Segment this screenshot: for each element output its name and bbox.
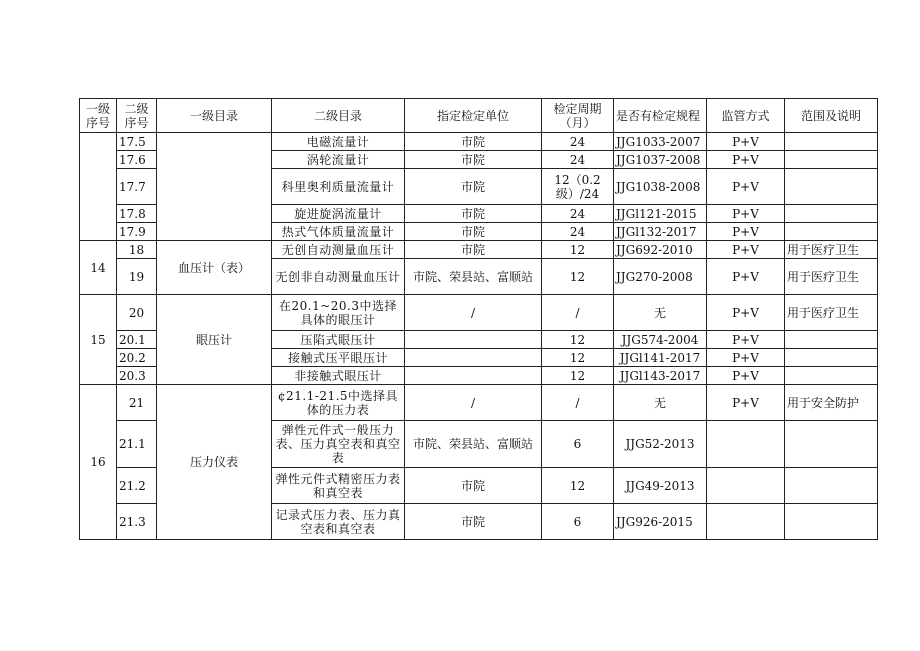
unit-cell: 市院: [405, 151, 542, 169]
scope-cell: [785, 169, 878, 205]
regulation-cell: JJGl141-2017: [614, 349, 707, 367]
l2-no-cell: 20.1: [117, 331, 157, 349]
unit-cell: 市院: [405, 241, 542, 259]
cycle-cell: 12: [542, 259, 614, 295]
scope-cell: [785, 133, 878, 151]
mode-cell: P+V: [707, 349, 785, 367]
cycle-cell: 24: [542, 223, 614, 241]
regulation-cell: JJG574-2004: [614, 331, 707, 349]
regulation-cell: JJGl143-2017: [614, 367, 707, 385]
regulation-cell: JJG52-2013: [614, 421, 707, 468]
mode-cell: [707, 421, 785, 468]
l1-dir-cell: 眼压计: [157, 295, 272, 385]
cycle-cell: 12: [542, 331, 614, 349]
mode-cell: P+V: [707, 331, 785, 349]
scope-cell: 用于医疗卫生: [785, 259, 878, 295]
scope-cell: [785, 367, 878, 385]
cycle-cell: 12: [542, 468, 614, 504]
l2-no-cell: 20.3: [117, 367, 157, 385]
l1-no-cell: 14: [80, 241, 117, 295]
mode-cell: P+V: [707, 385, 785, 421]
l2-no-cell: 21.2: [117, 468, 157, 504]
header-unit: 指定检定单位: [405, 99, 542, 133]
metrology-catalog-table: [79, 98, 878, 540]
cycle-cell: 24: [542, 151, 614, 169]
scope-cell: [785, 331, 878, 349]
scope-cell: 用于安全防护: [785, 385, 878, 421]
unit-cell: 市院: [405, 223, 542, 241]
header-l1-no: 一级序号: [80, 99, 117, 133]
cycle-cell: 24: [542, 205, 614, 223]
l2-dir-cell: 涡轮流量计: [272, 151, 405, 169]
l1-dir-cell: [157, 133, 272, 241]
regulation-cell: JJGl121-2015: [614, 205, 707, 223]
l2-dir-cell: 电磁流量计: [272, 133, 405, 151]
mode-cell: P+V: [707, 295, 785, 331]
l2-dir-cell: 热式气体质量流量计: [272, 223, 405, 241]
header-l2-dir: 二级目录: [272, 99, 405, 133]
regulation-cell: JJG49-2013: [614, 468, 707, 504]
l2-no-cell: 17.8: [117, 205, 157, 223]
header-l2-no: 二级序号: [117, 99, 157, 133]
regulation-cell: 无: [614, 295, 707, 331]
table-row: [80, 295, 878, 331]
l2-no-cell: 17.6: [117, 151, 157, 169]
cycle-cell: 6: [542, 504, 614, 540]
mode-cell: [707, 468, 785, 504]
l2-dir-cell: 弹性元件式一般压力表、压力真空表和真空表: [272, 421, 405, 468]
l2-no-cell: 21: [117, 385, 157, 421]
l1-no-cell: 15: [80, 295, 117, 385]
mode-cell: [707, 504, 785, 540]
mode-cell: P+V: [707, 367, 785, 385]
unit-cell: /: [405, 295, 542, 331]
header-cycle: 检定周期（月）: [542, 99, 614, 133]
l2-no-cell: 19: [117, 259, 157, 295]
table-row: [80, 241, 878, 259]
mode-cell: P+V: [707, 205, 785, 223]
regulation-cell: JJG270-2008: [614, 259, 707, 295]
l2-no-cell: 20: [117, 295, 157, 331]
regulation-cell: JJG692-2010: [614, 241, 707, 259]
mode-cell: P+V: [707, 223, 785, 241]
cycle-cell: 12: [542, 349, 614, 367]
l1-no-cell: [80, 133, 117, 241]
l2-dir-cell: 接触式压平眼压计: [272, 349, 405, 367]
header-mode: 监管方式: [707, 99, 785, 133]
cycle-cell: /: [542, 295, 614, 331]
unit-cell: /: [405, 385, 542, 421]
l2-dir-cell: ¢21.1-21.5中选择具体的压力表: [272, 385, 405, 421]
l2-no-cell: 21.1: [117, 421, 157, 468]
l2-dir-cell: 记录式压力表、压力真空表和真空表: [272, 504, 405, 540]
l2-no-cell: 20.2: [117, 349, 157, 367]
l2-dir-cell: 无创自动测量血压计: [272, 241, 405, 259]
l1-dir-cell: 压力仪表: [157, 385, 272, 540]
l2-no-cell: 18: [117, 241, 157, 259]
unit-cell: [405, 331, 542, 349]
regulation-cell: JJG1033-2007: [614, 133, 707, 151]
scope-cell: [785, 349, 878, 367]
mode-cell: P+V: [707, 151, 785, 169]
table-row: [80, 385, 878, 421]
unit-cell: 市院: [405, 169, 542, 205]
scope-cell: [785, 421, 878, 468]
unit-cell: 市院: [405, 205, 542, 223]
l1-no-cell: 16: [80, 385, 117, 540]
header-scope: 范围及说明: [785, 99, 878, 133]
regulation-cell: JJGl132-2017: [614, 223, 707, 241]
l2-dir-cell: 在20.1~20.3中选择具体的眼压计: [272, 295, 405, 331]
scope-cell: [785, 205, 878, 223]
cycle-cell: /: [542, 385, 614, 421]
l2-dir-cell: 压陷式眼压计: [272, 331, 405, 349]
unit-cell: 市院、荣县站、富顺站: [405, 259, 542, 295]
unit-cell: 市院: [405, 504, 542, 540]
unit-cell: 市院: [405, 468, 542, 504]
l2-dir-cell: 非接触式眼压计: [272, 367, 405, 385]
l2-no-cell: 17.5: [117, 133, 157, 151]
cycle-cell: 6: [542, 421, 614, 468]
unit-cell: [405, 367, 542, 385]
l2-no-cell: 21.3: [117, 504, 157, 540]
header-regulation: 是否有检定规程: [614, 99, 707, 133]
l2-dir-cell: 旋进旋涡流量计: [272, 205, 405, 223]
unit-cell: [405, 349, 542, 367]
table-row: [80, 133, 878, 151]
l2-dir-cell: 弹性元件式精密压力表和真空表: [272, 468, 405, 504]
mode-cell: P+V: [707, 259, 785, 295]
unit-cell: 市院、荣县站、富顺站: [405, 421, 542, 468]
l1-dir-cell: 血压计（表）: [157, 241, 272, 295]
l2-no-cell: 17.7: [117, 169, 157, 205]
cycle-cell: 12: [542, 241, 614, 259]
unit-cell: 市院: [405, 133, 542, 151]
scope-cell: 用于医疗卫生: [785, 241, 878, 259]
mode-cell: P+V: [707, 241, 785, 259]
header-row: [80, 99, 878, 133]
regulation-cell: JJG926-2015: [614, 504, 707, 540]
header-l1-dir: 一级目录: [157, 99, 272, 133]
cycle-cell: 12: [542, 367, 614, 385]
scope-cell: [785, 223, 878, 241]
l2-dir-cell: 无创非自动测量血压计: [272, 259, 405, 295]
scope-cell: [785, 468, 878, 504]
l2-dir-cell: 科里奥利质量流量计: [272, 169, 405, 205]
mode-cell: P+V: [707, 169, 785, 205]
scope-cell: 用于医疗卫生: [785, 295, 878, 331]
cycle-cell: 12（0.2级）/24: [542, 169, 614, 205]
regulation-cell: JJG1038-2008: [614, 169, 707, 205]
scope-cell: [785, 504, 878, 540]
cycle-cell: 24: [542, 133, 614, 151]
l2-no-cell: 17.9: [117, 223, 157, 241]
regulation-cell: JJG1037-2008: [614, 151, 707, 169]
mode-cell: P+V: [707, 133, 785, 151]
scope-cell: [785, 151, 878, 169]
regulation-cell: 无: [614, 385, 707, 421]
